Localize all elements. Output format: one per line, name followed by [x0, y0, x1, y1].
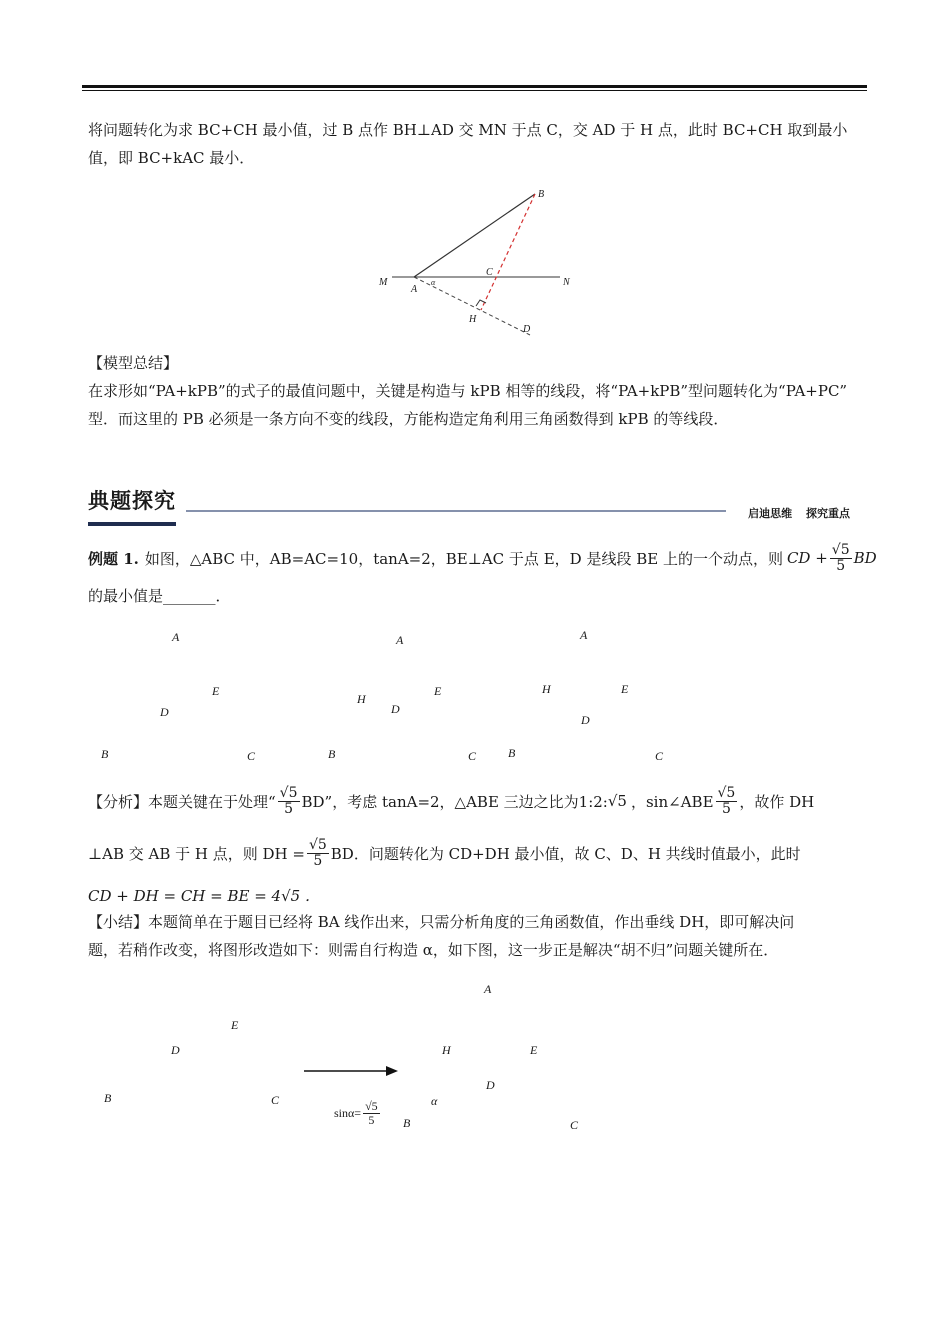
fig1-label-C: C — [486, 267, 493, 278]
analysis-frac-3-num: √5 — [308, 836, 327, 853]
intro-line-1: 将问题转化为求 BC+CH 最小值，过 B 点作 BH⊥AD 交 MN 于点 C，交 AD 于 H 点，此时 BC+CH 取到最小 — [88, 121, 848, 139]
section-title: 典题探究 — [88, 489, 176, 513]
analysis-frac-3-den: 5 — [313, 852, 323, 869]
figure-1 — [370, 180, 590, 350]
fig3-right-alpha: α — [431, 1094, 438, 1108]
analysis-frac-2-num: √5 — [717, 784, 736, 801]
fig2-p2-B: B — [328, 747, 336, 761]
fig2-p2-H: H — [357, 692, 366, 706]
fig3-left-C: C — [271, 1093, 280, 1107]
figure-1-svg — [370, 180, 590, 350]
transform-arrow-icon — [302, 1063, 402, 1079]
analysis-sqrt5: √5 — [607, 792, 627, 810]
example-text: 如图，△ABC 中，AB=AC=10，tanA=2，BE⊥AC 于点 E，D 是线段 BE 上的一个动点，则 — [144, 549, 783, 568]
analysis-line-2 — [88, 830, 868, 876]
summary-heading: 【模型总结】 — [88, 354, 179, 372]
section-subtitle: 启迪思维 探究重点 — [748, 507, 850, 520]
example-frac-den: 5 — [836, 557, 846, 574]
fig3-right-A: A — [484, 982, 492, 996]
fig3-right-C: C — [570, 1118, 579, 1132]
fig2-p1-B: B — [101, 747, 109, 761]
sin-alpha-den: 5 — [368, 1112, 375, 1127]
fig1-label-alpha: α — [431, 278, 436, 287]
sin-alpha-label: sinα= — [334, 1105, 362, 1120]
analysis-frac-1 — [278, 786, 300, 816]
example-line-2: 的最小值是_______． — [88, 587, 231, 605]
fig1-label-D: D — [523, 324, 531, 335]
fig2-p2-A: A — [396, 633, 404, 647]
sin-alpha-fraction — [363, 1100, 380, 1126]
summary-line-2: 型．而这里的 PB 必须是一条方向不变的线段，方能构造定角利用三角函数得到 kPB 的等线段． — [88, 410, 729, 428]
fig2-p3-H: H — [542, 682, 551, 696]
analysis-l1-b: BD”，考虑 tanA=2，△ABE 三边之比为1:2: — [301, 792, 608, 811]
header-rule-thick — [82, 85, 867, 88]
section-rule — [186, 510, 726, 512]
analysis-l1-a: 【分析】本题关键在于处理“ — [88, 792, 276, 811]
fig2-p2-D: D — [391, 702, 400, 716]
fig3-left-D: D — [171, 1043, 180, 1057]
conclusion-line-1: 【小结】本题简单在于题目已经将 BA 线作出来，只需分析角度的三角函数值，作出垂线 DH，即可解决问 — [88, 913, 795, 931]
fig2-p1-C: C — [247, 749, 256, 763]
header-rule-thin — [82, 90, 867, 91]
intro-line-2: 值，即 BC+kAC 最小． — [88, 149, 255, 167]
example-fraction — [830, 543, 852, 573]
summary-line-1: 在求形如“PA+kPB”的式子的最值问题中，关键是构造与 kPB 相等的线段，将“PA+kPB”型问题转化为“PA+PC” — [88, 382, 848, 400]
fig1-label-H: H — [469, 314, 477, 325]
fig3-right-D: D — [486, 1078, 495, 1092]
fig1-label-B: B — [538, 189, 545, 200]
sin-alpha-expression — [334, 1100, 382, 1126]
analysis-frac-1-den: 5 — [284, 800, 294, 817]
example-expr-pre: CD + — [786, 549, 828, 567]
fig1-label-N: N — [563, 277, 570, 288]
figure-3 — [90, 975, 690, 1150]
sin-alpha-num: √5 — [365, 1099, 378, 1113]
fig2-p3-D: D — [581, 713, 590, 727]
analysis-line-3: CD + DH = CH = BE = 4√5 ． — [88, 887, 320, 905]
fig2-p2-E: E — [434, 684, 442, 698]
analysis-frac-3 — [307, 838, 329, 868]
analysis-l1-c: ，sin∠ABE — [630, 792, 714, 811]
fig2-p1-A: A — [172, 630, 180, 644]
fig1-label-M: M — [379, 277, 388, 288]
example-line-1 — [88, 536, 877, 580]
fig2-p3-C: C — [655, 749, 664, 763]
analysis-frac-1-num: √5 — [279, 784, 298, 801]
example-label: 例题 1. — [88, 549, 139, 568]
figure-2 — [90, 625, 790, 765]
fig3-left-B: B — [104, 1091, 112, 1105]
analysis-frac-2 — [716, 786, 738, 816]
analysis-frac-2-den: 5 — [721, 800, 731, 817]
example-expr-post: BD — [853, 549, 877, 567]
analysis-l1-d: ，故作 DH — [739, 792, 815, 811]
fig2-p1-D: D — [160, 705, 169, 719]
example-frac-num: √5 — [831, 541, 850, 558]
fig3-right-E: E — [530, 1043, 538, 1057]
analysis-l2-b: BD．问题转化为 CD+DH 最小值，故 C、D、H 共线时值最小，此时 — [330, 844, 801, 863]
fig2-p3-A: A — [580, 628, 588, 642]
fig3-right-H: H — [442, 1043, 451, 1057]
fig2-p1-E: E — [212, 684, 220, 698]
section-title-underline — [88, 522, 176, 526]
fig2-p3-B: B — [508, 746, 516, 760]
fig2-p3-E: E — [621, 682, 629, 696]
fig1-label-A: A — [411, 284, 418, 295]
conclusion-line-2: 题，若稍作改变，将图形改造如下：则需自行构造 α，如下图，这一步正是解决“胡不归”问题关键所在． — [88, 941, 779, 959]
fig3-left-E: E — [231, 1018, 239, 1032]
fig3-right-B: B — [403, 1116, 411, 1130]
fig2-p2-C: C — [468, 749, 477, 763]
analysis-l2-a: ⊥AB 交 AB 于 H 点，则 DH = — [88, 844, 305, 863]
analysis-line-1 — [88, 778, 868, 824]
